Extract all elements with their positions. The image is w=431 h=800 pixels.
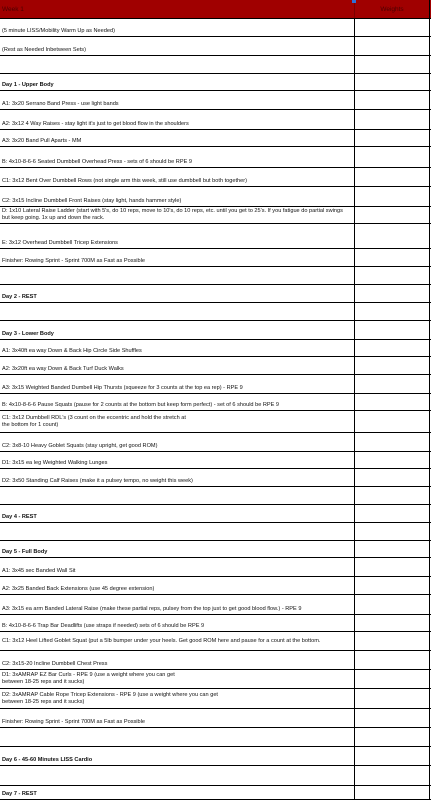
exercise-cell[interactable] xyxy=(0,267,355,284)
weights-cell[interactable] xyxy=(355,357,430,374)
table-row xyxy=(0,321,431,340)
weights-cell[interactable] xyxy=(355,747,430,765)
table-row xyxy=(0,577,431,595)
weights-cell[interactable] xyxy=(355,207,430,223)
table-row xyxy=(0,56,431,74)
weights-cell[interactable] xyxy=(355,651,430,669)
day-heading-cell[interactable]: Day 7 - REST xyxy=(0,786,355,799)
table-row xyxy=(0,224,431,249)
weights-cell[interactable] xyxy=(355,523,430,540)
table-row xyxy=(0,74,431,91)
weights-cell[interactable] xyxy=(355,505,430,522)
exercise-cell[interactable]: Finisher: Rowing Sprint - Sprint 700M as Fast as Possible xyxy=(0,249,355,266)
exercise-cell[interactable]: (Rest as Needed Inbetween Sets) xyxy=(0,37,355,55)
table-row xyxy=(0,651,431,670)
table-row xyxy=(0,91,431,110)
weights-cell[interactable] xyxy=(355,670,430,688)
exercise-cell[interactable]: B: 4x10-8-6-6 Seated Dumbbell Overhead Press - sets of 6 should be RPE 9 xyxy=(0,147,355,167)
table-row xyxy=(0,130,431,147)
day-heading-cell[interactable]: Day 5 - Full Body xyxy=(0,541,355,557)
exercise-cell[interactable]: D1: 3xAMRAP EZ Bar Curls - RPE 9 (use a weight where you can get between 18-25 reps and it sucks) xyxy=(0,670,355,688)
table-row xyxy=(0,303,431,321)
table-row xyxy=(0,523,431,541)
column-resize-handle[interactable] xyxy=(352,0,356,3)
weights-cell[interactable] xyxy=(355,577,430,594)
weights-cell[interactable] xyxy=(355,267,430,284)
exercise-cell[interactable]: C2: 3x8-10 Heavy Goblet Squats (stay upright, get good ROM) xyxy=(0,433,355,451)
exercise-cell[interactable]: A1: 3x20 Serrano Band Press - use light bands xyxy=(0,91,355,109)
table-row xyxy=(0,728,431,747)
table-row xyxy=(0,168,431,187)
table-row xyxy=(0,394,431,411)
weights-cell[interactable] xyxy=(355,632,430,650)
exercise-cell[interactable]: C2: 3x15-20 Incline Dumbbell Chest Press xyxy=(0,651,355,669)
exercise-cell[interactable]: A2: 3x25 Banded Back Extensions (use 45 degree extension) xyxy=(0,577,355,594)
exercise-cell[interactable]: B: 4x10-8-6-6 Pause Squats (pause for 2 counts at the bottom but keep form perfect) - set of 6 should be RPE 9 xyxy=(0,394,355,410)
weights-cell[interactable] xyxy=(355,249,430,266)
table-row xyxy=(0,285,431,303)
weights-cell[interactable] xyxy=(355,615,430,631)
day-heading-cell[interactable]: Day 2 - REST xyxy=(0,285,355,302)
exercise-cell[interactable]: A3: 3x15 ea arm Banded Lateral Raise (make these partial reps, pulsey from the top just to get good blood flow.) - RPE 9 xyxy=(0,595,355,614)
weights-cell[interactable] xyxy=(355,74,430,90)
weights-cell[interactable] xyxy=(355,340,430,356)
exercise-cell[interactable] xyxy=(0,56,355,73)
weights-cell[interactable] xyxy=(355,375,430,393)
table-row xyxy=(0,207,431,224)
weights-cell[interactable] xyxy=(355,37,430,55)
table-row xyxy=(0,558,431,577)
table-row xyxy=(0,632,431,651)
exercise-cell[interactable]: D1: 3x15 ea leg Weighted Walking Lunges xyxy=(0,452,355,468)
exercise-cell[interactable]: E: 3x12 Overhead Dumbbell Tricep Extensions xyxy=(0,224,355,248)
exercise-cell[interactable] xyxy=(0,728,355,746)
table-row xyxy=(0,452,431,469)
table-row xyxy=(0,411,431,433)
exercise-cell[interactable]: C1: 3x12 Heel Lifted Goblet Squat (put a 5lb bumper under your heels. Get good ROM here and pause for a count at the bottom. xyxy=(0,632,355,650)
exercise-cell[interactable]: A2: 3x20ft ea way Down & Back Turf Duck Walks xyxy=(0,357,355,374)
table-row xyxy=(0,357,431,375)
exercise-cell[interactable] xyxy=(0,523,355,540)
table-row xyxy=(0,249,431,267)
weights-cell[interactable] xyxy=(355,595,430,614)
weights-cell[interactable] xyxy=(355,558,430,576)
table-row xyxy=(0,187,431,207)
table-row xyxy=(0,375,431,394)
weights-cell[interactable] xyxy=(355,56,430,73)
weights-cell[interactable] xyxy=(355,285,430,302)
exercise-cell[interactable]: A2: 3x12 4 Way Raises - stay light it's just to get blood flow in the shoulders xyxy=(0,110,355,129)
day-heading-cell[interactable]: Day 1 - Upper Body xyxy=(0,74,355,90)
table-row xyxy=(0,37,431,56)
weights-cell[interactable] xyxy=(355,321,430,339)
table-row xyxy=(0,766,431,786)
table-row xyxy=(0,147,431,168)
exercise-cell[interactable]: D2: 3xAMRAP Cable Rope Tricep Extensions - RPE 9 (use a weight where you can get between 18-25 reps and it sucks) xyxy=(0,689,355,708)
table-row xyxy=(0,689,431,709)
table-row xyxy=(0,487,431,505)
table-row xyxy=(0,340,431,357)
weights-cell[interactable] xyxy=(355,187,430,206)
table-row xyxy=(0,709,431,728)
weights-cell[interactable] xyxy=(355,411,430,432)
table-row xyxy=(0,595,431,615)
table-row xyxy=(0,670,431,689)
weights-header-cell[interactable]: Weights xyxy=(355,0,430,18)
weights-cell[interactable] xyxy=(355,433,430,451)
weights-cell[interactable] xyxy=(355,469,430,486)
weights-cell[interactable] xyxy=(355,130,430,146)
table-row xyxy=(0,19,431,37)
exercise-cell[interactable]: D2: 3x50 Standing Calf Raises (make it a pulsey tempo, no weight this week) xyxy=(0,469,355,486)
weights-cell[interactable] xyxy=(355,19,430,36)
day-heading-cell[interactable]: Day 3 - Lower Body xyxy=(0,321,355,339)
weights-cell[interactable] xyxy=(355,689,430,708)
weights-cell[interactable] xyxy=(355,110,430,129)
weights-cell[interactable] xyxy=(355,452,430,468)
table-row xyxy=(0,786,431,800)
table-row xyxy=(0,110,431,130)
weights-cell[interactable] xyxy=(355,487,430,504)
exercise-cell[interactable]: B: 4x10-8-6-6 Trap Bar Deadlifts (use straps if needed) sets of 6 should be RPE 9 xyxy=(0,615,355,631)
table-row xyxy=(0,505,431,523)
exercise-cell[interactable] xyxy=(0,303,355,320)
table-row xyxy=(0,615,431,632)
weights-cell[interactable] xyxy=(355,224,430,248)
exercise-cell[interactable]: A3: 3x15 Weighted Banded Dumbell Hip Thursts (squeeze for 3 counts at the top ea rep) - RPE 9 xyxy=(0,375,355,393)
table-row xyxy=(0,469,431,487)
weights-cell[interactable] xyxy=(355,786,430,799)
exercise-cell[interactable]: A1: 3x45 sec Banded Wall Sit xyxy=(0,558,355,576)
table-row xyxy=(0,541,431,558)
day-heading-cell[interactable]: Day 6 - 45-60 Minutes LISS Cardio xyxy=(0,747,355,765)
weights-cell[interactable] xyxy=(355,709,430,727)
weights-cell[interactable] xyxy=(355,766,430,785)
exercise-cell[interactable]: (5 minute LISS/Mobility Warm Up as Needed) xyxy=(0,19,355,36)
weights-cell[interactable] xyxy=(355,303,430,320)
week-header-cell[interactable]: Week 1 xyxy=(0,0,355,18)
day-heading-cell[interactable]: Day 4 - REST xyxy=(0,505,355,522)
exercise-cell[interactable]: C2: 3x15 Incline Dumbbell Front Raises (stay light, hands hammer style) xyxy=(0,187,355,206)
table-row xyxy=(0,433,431,452)
weights-cell[interactable] xyxy=(355,147,430,167)
table-row xyxy=(0,747,431,766)
weights-cell[interactable] xyxy=(355,541,430,557)
table-row xyxy=(0,267,431,285)
exercise-cell[interactable]: A3: 3x20 Band Pull Aparts - MM xyxy=(0,130,355,146)
weights-cell[interactable] xyxy=(355,728,430,746)
exercise-cell[interactable]: A1: 3x40ft ea way Down & Back Hip Circle Side Shuffles xyxy=(0,340,355,356)
exercise-cell[interactable]: C1: 3x12 Dumbbell RDL's (3 count on the eccentric and hold the stretch at the bottom for 1 count) xyxy=(0,411,355,432)
weights-cell[interactable] xyxy=(355,394,430,410)
header-row xyxy=(0,0,431,19)
exercise-cell[interactable]: C1: 3x12 Bent Over Dumbbell Rows (not single arm this week, still use dumbbell but both together) xyxy=(0,168,355,186)
exercise-cell[interactable]: Finisher: Rowing Sprint - Sprint 700M as Fast as Possible xyxy=(0,709,355,727)
weights-cell[interactable] xyxy=(355,168,430,186)
exercise-cell[interactable] xyxy=(0,487,355,504)
exercise-cell[interactable] xyxy=(0,766,355,785)
exercise-cell[interactable]: D: 1x10 Lateral Raise Ladder (start with 5's, do 10 reps, move to 10's, do 10 reps, etc. until you get to 25's. If you fatigue do partial swings but keep going. 1x up and down the rack. xyxy=(0,207,355,223)
weights-cell[interactable] xyxy=(355,91,430,109)
